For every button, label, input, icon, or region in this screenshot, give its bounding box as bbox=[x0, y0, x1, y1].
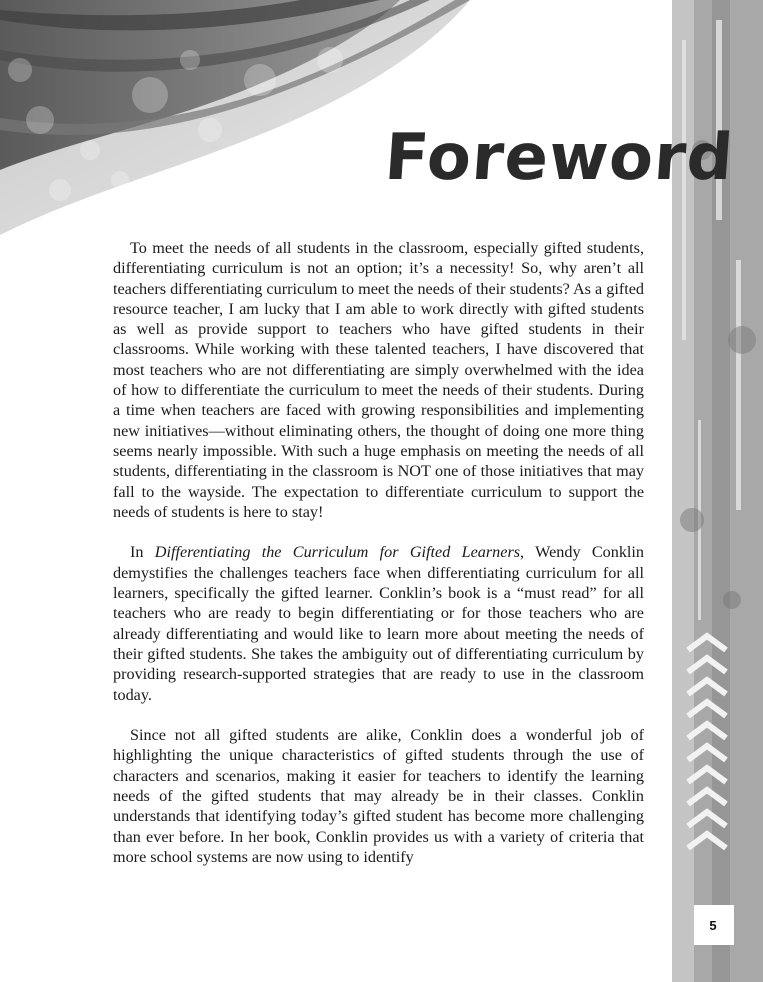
book-title: Differentiating the Curriculum for Gifted Learners bbox=[154, 543, 521, 562]
paragraph-2 bbox=[113, 542, 644, 704]
header-swoosh-graphic bbox=[0, 0, 560, 240]
paragraph-1: To meet the needs of all students in the classroom, especially gifted students, differentiating curriculum is not an option; it’s a necessity! So, why aren’t all teachers differentiating curriculum to meet the needs of their students? As a gifted resource teacher, I am lucky that I am able to work directly with gifted students as well as provide support to teachers who have gifted students in their classrooms. While working with these talented teachers, I have discovered that most teachers who are not differentiating are simply overwhelmed with the idea of how to differentiate the curriculum to meet the needs of their students. During a time when teachers are faced with growing responsibilities and implementing new initiatives—without eliminating others, the thought of doing one more thing seems nearly impossible. With such a huge emphasis on meeting the needs of all students, differentiating in the classroom is NOT one of those initiatives that may fall to the wayside. The expectation to differentiate curriculum to support the needs of students is here to stay! bbox=[113, 239, 645, 521]
page-title: Foreword bbox=[382, 120, 737, 195]
foreword-body bbox=[113, 238, 644, 888]
page-number: 5 bbox=[709, 918, 717, 933]
paragraph-2-text: , Wendy Conklin demystifies the challenges teachers face when differentiating curriculum for all learners, specifically the gifted learner. Conklin’s book is a “must read” for all teachers who are ready to begin differentiating or for those teachers who are already differentiating and would like to learn more about meeting the needs of their gifted students. She takes the ambiguity out of differentiating curriculum by providing research-supported strategies that are ready to use in the classroom today. bbox=[113, 543, 645, 704]
paragraph-3: Since not all gifted students are alike, Conklin does a wonderful job of highlighting the unique characteristics of gifted students through the use of characters and scenarios, making it easier for teachers to identify the learning needs of the gifted students that may already be in their classes. Conklin understands that identifying today’s gifted student has become more challenging than ever before. In her book, Conklin provides us with a variety of criteria that more school systems are now using to identify bbox=[113, 726, 644, 866]
paragraph-2-lead: In bbox=[130, 543, 155, 562]
